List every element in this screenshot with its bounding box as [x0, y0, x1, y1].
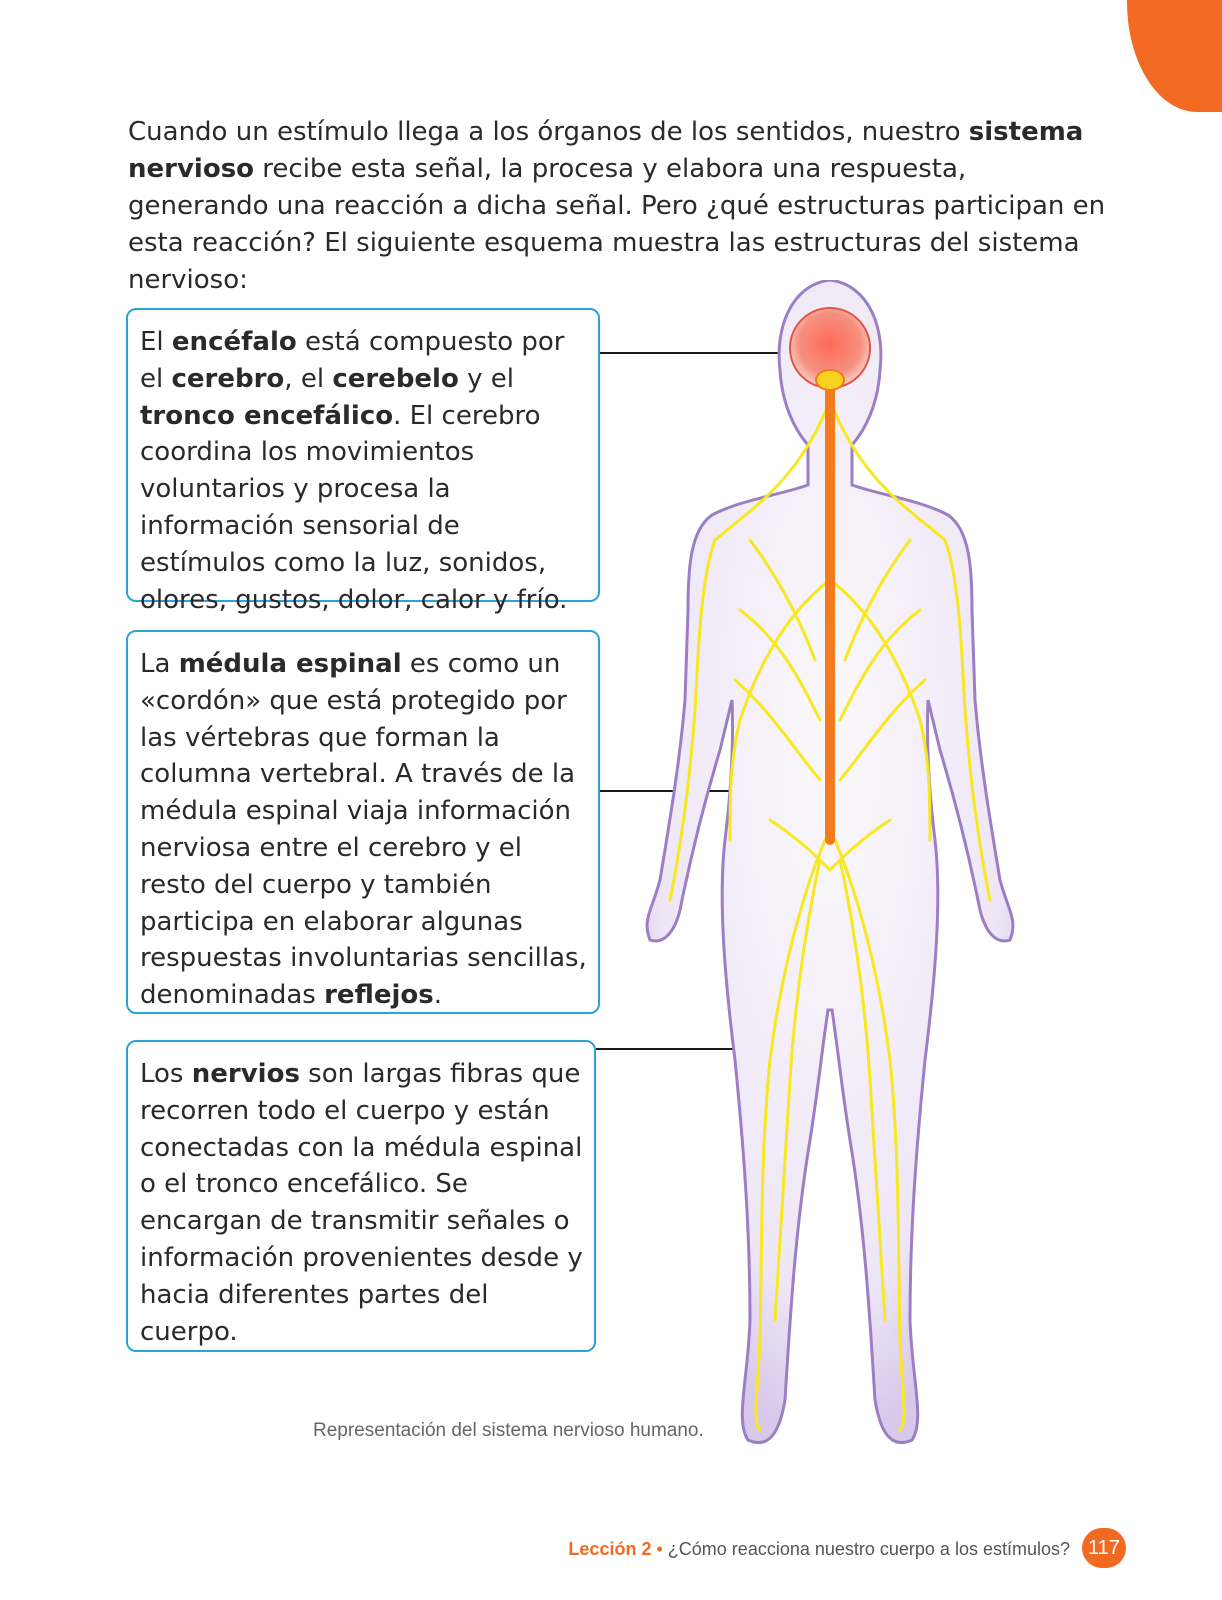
cerebellum [816, 370, 844, 390]
nervous-system-illustration [630, 280, 1090, 1490]
lesson-label: Lección 2 [568, 1539, 652, 1559]
figure-caption: Representación del sistema nervioso humano. [313, 1420, 704, 1441]
lesson-question: ¿Cómo reacciona nuestro cuerpo a los estímulos? [667, 1539, 1070, 1559]
medula-info-box [126, 630, 600, 1014]
page-footer [568, 1539, 1070, 1560]
corner-decoration [1127, 0, 1222, 112]
encefalo-info-box [126, 308, 600, 615]
encefalo-text: El encéfalo está compuesto por el cerebro, el cerebelo y el tronco encefálico. El cerebro coordina los movimientos voluntarios y procesa la información sensorial de estímulos como la luz, sonidos, olores, gustos, dolor, calor y frío. [140, 327, 568, 615]
medula-text: La médula espinal es como un «cordón» que está protegido por las vértebras que forman la columna vertebral. A través de la médula espinal viaja información nerviosa entre el cerebro y el resto del cuerpo y también participa en elaborar algunas respuestas involuntarias sencillas, denominadas reflejos. [140, 649, 587, 1011]
page-number: 117 [1082, 1528, 1126, 1568]
nervios-text: Los nervios son largas fibras que recorren todo el cuerpo y están conectadas con la médula espinal o el tronco encefálico. Se encargan de transmitir señales o información provenientes desde y hacia diferentes partes del cuerpo. [140, 1059, 583, 1347]
intro-paragraph: Cuando un estímulo llega a los órganos de los sentidos, nuestro sistema nervioso recibe esta señal, la procesa y elabora una respuesta, generando una reacción a dicha señal. Pero ¿qué estructuras participan en esta reacción? El siguiente esquema muestra las estructuras del sistema nervioso: [128, 117, 1106, 295]
nervios-info-box [126, 1040, 596, 1352]
footer-separator: • [656, 1539, 663, 1559]
